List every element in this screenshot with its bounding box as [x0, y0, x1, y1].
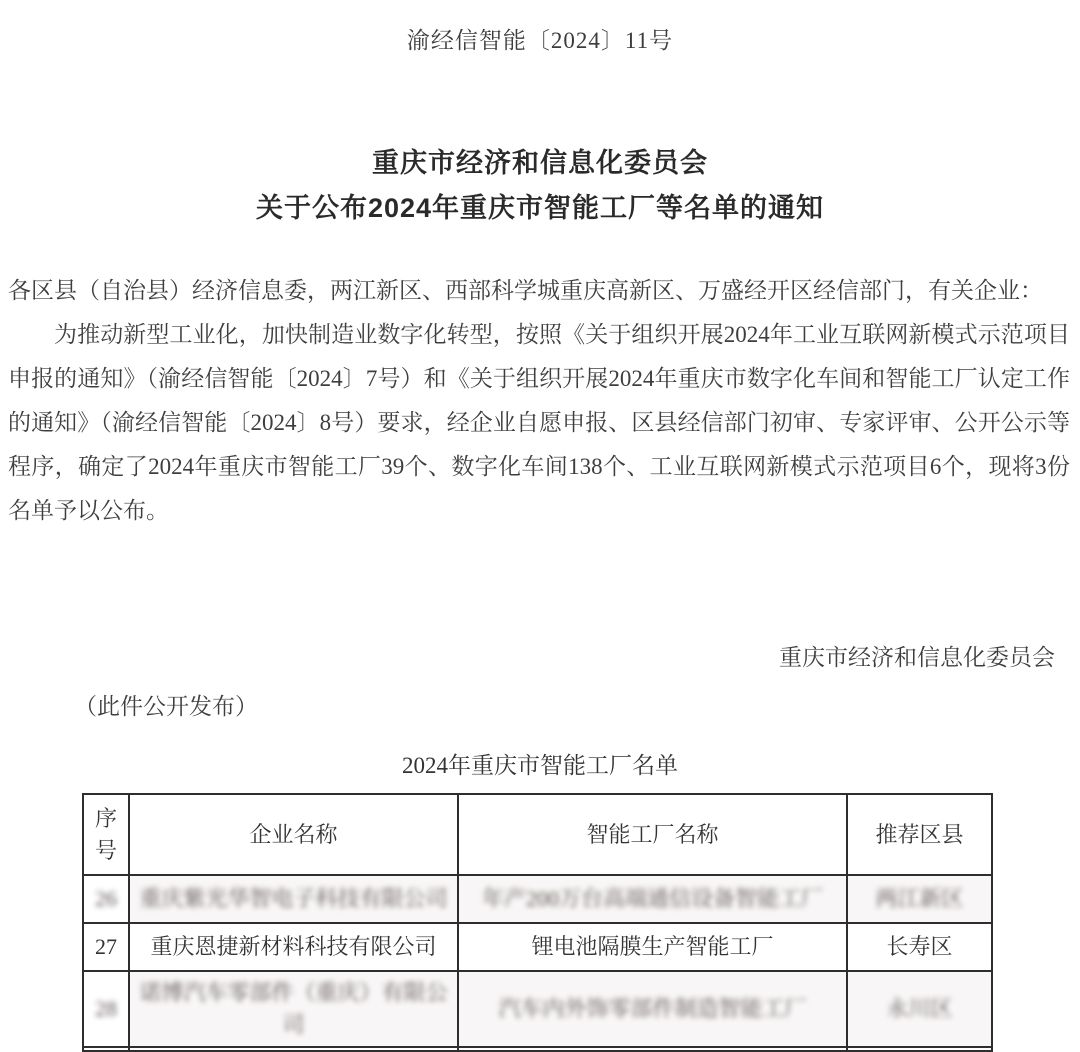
salutation-line: 各区县（自治县）经济信息委，两江新区、西部科学城重庆高新区、万盛经开区经信部门，有关企业：: [8, 278, 1043, 303]
smart-factory-table: [82, 793, 993, 1052]
header-district: 推荐区县: [847, 794, 992, 875]
document-number: 渝经信智能〔2024〕11号: [406, 28, 674, 53]
cell-seq-no: 28: [83, 971, 129, 1047]
header-factory-name: 智能工厂名称: [458, 794, 847, 875]
table-row: [83, 875, 992, 923]
cell-district: 长寿区: [847, 923, 992, 971]
cell-company: 诺博汽车零部件（重庆）有限公司: [129, 971, 458, 1047]
cell-company: 重庆紫光华智电子科技有限公司: [129, 875, 458, 923]
document-body: [0, 269, 1080, 533]
cell-district: 两江新区: [847, 875, 992, 923]
header-seq-no: 序号: [83, 794, 129, 875]
header-company-name: 企业名称: [129, 794, 458, 875]
public-release-note: （此件公开发布）: [74, 694, 258, 719]
cell-company: 重庆恩捷新材料科技有限公司: [129, 923, 458, 971]
table-title: 2024年重庆市智能工厂名单: [402, 753, 678, 778]
table-header-row: [83, 794, 992, 875]
issuer-signature: 重庆市经济和信息化委员会: [779, 645, 1055, 670]
cell-factory: 年产200万台高端通信设备智能工厂: [458, 875, 847, 923]
cell-seq-no: 27: [83, 923, 129, 971]
document-title-line2: 关于公布2024年重庆市智能工厂等名单的通知: [255, 193, 825, 223]
document-title-line1: 重庆市经济和信息化委员会: [372, 148, 708, 178]
cell-seq-no: 26: [83, 875, 129, 923]
table-row: [83, 923, 992, 971]
body-paragraph: 为推动新型工业化，加快制造业数字化转型，按照《关于组织开展2024年工业互联网新模式示范项目申报的通知》（渝经信智能〔2024〕7号）和《关于组织开展2024年重庆市数字化车间和智能工厂认定工作的通知》（渝经信智能〔2024〕8号）要求，经企业自愿申报、区县经信部门初审、专家评审、公开公示等程序，确定了2024年重庆市智能工厂39个、数字化车间138个、工业互联网新模式示范项目6个，现将3份名单予以公布。: [8, 322, 1070, 523]
cell-factory: 锂电池隔膜生产智能工厂: [458, 923, 847, 971]
document-title: [0, 141, 1080, 231]
table-row: [83, 971, 992, 1047]
table-row-clipped: [83, 1047, 992, 1051]
cell-factory: 汽车内外饰零部件制造智能工厂: [458, 971, 847, 1047]
cell-district: 永川区: [847, 971, 992, 1047]
